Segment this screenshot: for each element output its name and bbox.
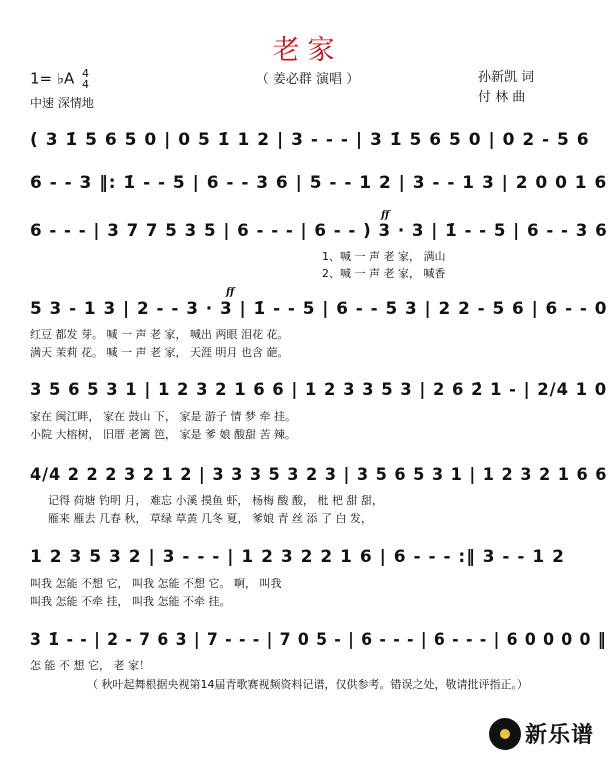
vinyl-disc-icon [489,718,521,750]
site-logo[interactable] [489,716,607,752]
music-line-4: 5 3 - 1 3 | 2 - - 3 · 3 | 1̇ - - 5 | 6 - - 5 3 | 2 2 - 5 6 | 6 - - 0 [30,299,608,319]
song-title: 老家 [272,35,343,66]
lyric-line-6-verse-2: 雁来 雁去 几春 秋， 草绿 草黄 几冬 夏， 爹娘 青 丝 添 了 白 发， [48,512,372,525]
time-sig-bottom: 4 [82,78,89,91]
lyric-line-5-verse-2: 小院 大榕树， 旧厝 老篱 笆， 家是 爹 娘 酸甜 苦 辣。 [30,428,296,441]
lyric-line-6-verse-1: 记得 荷塘 钓明 月， 难忘 小溪 摸鱼 虾， 杨梅 酸 酸， 枇 杷 甜 甜， [48,494,383,507]
time-sig-top: 4 [82,67,89,80]
music-line-8: 3 1̇ - - | 2 - 7 6 3 | 7 - - - | 7 0 5 - | 6 - - - | 6 - - - | 6 0 0 0 0 ‖ [30,630,607,650]
music-line-2: 6 - - 3 ‖: 1̇ - - 5 | 6 - - 3 6 | 5 - - 1 2 | 3 - - 1 3 | 2 0 0 1 6 [30,173,608,193]
lyric-line-3-verse-2: 2、喊 一 声 老 家， 喊香 [322,267,446,280]
dynamic-mark-2: ff [226,287,235,298]
music-line-3: 6 - - - | 3 7 7 5 3 5 | 6 - - - | 6 - - ) 3 · 3 | 1̇ - - 5 | 6 - - 3 6 [30,221,608,241]
key-signature [30,68,89,90]
lyric-line-8: 怎 能 不 想 它， 老 家！ [30,659,150,672]
lyricist-credit: 孙新凯 词 [478,70,535,85]
footnote: （ 秋叶起舞根据央视第14届青歌赛视频资料记谱，仅供参考。错误之处，敬请批评指正。） [87,678,528,691]
time-signature [82,68,89,90]
music-line-5: 3 5 6 5 3 1 | 1 2 3 2 1 6 6 | 1 2 3 3 5 3 | 2 6 2̇ 1 - | 2/4 1 0 [30,380,608,400]
singer-credit: （ 姜必群 演唱 ） [255,72,360,87]
lyric-line-4-verse-2: 满天 茉莉 花。 喊 一 声 老 家， 天涯 明月 也含 葩。 [30,346,289,359]
dynamic-mark: ff [381,210,390,221]
lyric-line-7-verse-2: 叫我 怎能 不牵 挂， 叫我 怎能 不牵 挂。 [30,595,231,608]
logo-text: 新乐谱 [525,723,595,748]
lyric-line-5-verse-1: 家在 闽江畔， 家在 鼓山 下， 家是 游子 情 梦 牵 挂。 [30,410,296,423]
tempo-marking: 中速 深情地 [30,96,94,110]
key-label: 1= ♭A [30,69,75,88]
lyric-line-3-verse-1: 1、喊 一 声 老 家， 满山 [322,250,446,263]
music-line-7: 1 2 3 5 3 2 | 3 - - - | 1 2 3 2 2 1 6 | 6 - - - :‖ 3 - - 1 2 [30,547,565,567]
lyric-line-4-verse-1: 红豆 都发 芽。 喊 一 声 老 家， 喊出 两眼 泪花 花。 [30,328,289,341]
composer-credit: 付 林 曲 [478,90,526,105]
music-line-1: ( 3 1̇ 5 6 5 0 | 0 5 1̇ 1 2 | 3 - - - | 3 1̇ 5 6 5 0 | 0 2 - 5 6 [30,130,590,150]
music-line-6: 4/4 2 2 2 3 2 1 2 | 3 3 3 5 3 2 3 | 3 5 6 5 3 1 | 1 2 3 2 1 6 6 [30,465,608,485]
lyric-line-7-verse-1: 叫我 怎能 不想 它， 叫我 怎能 不想 它。 啊， 叫我 [30,577,282,590]
